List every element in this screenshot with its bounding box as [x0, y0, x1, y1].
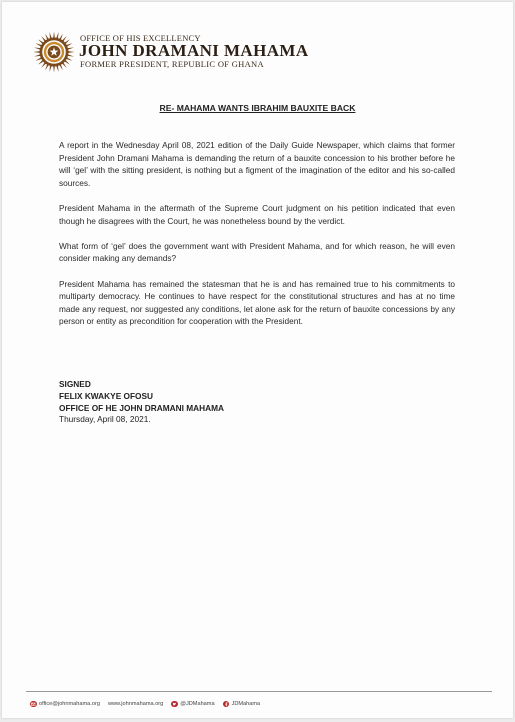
letterhead — [32, 28, 332, 78]
seal-ray — [34, 51, 41, 53]
statement-body — [59, 139, 455, 341]
footer-twitter-text: @JDMahama — [180, 701, 215, 707]
letterhead-subtitle: FORMER PRESIDENT, REPUBLIC OF GHANA — [80, 59, 264, 69]
twitter-icon — [171, 701, 178, 708]
document-page — [2, 2, 513, 718]
seal-ray — [53, 65, 55, 72]
footer-facebook-text: JDMahama — [231, 701, 261, 707]
seal-ray — [67, 51, 74, 53]
signed-label: SIGNED — [59, 379, 91, 389]
document-title: RE- MAHAMA WANTS IBRAHIM BAUXITE BACK — [159, 103, 356, 113]
footer-website-text: www.johnmahama.org — [107, 701, 164, 707]
paragraph: President Mahama has remained the statesman that he is and has remained true to his commitments to multiparty democracy. He continues to have respect for the constitutional structures and has at no time made any request, nor suggested any conditions, let alone ask for the return of bauxite concessions by any person or entity as precondition for cooperation with the President. — [59, 278, 455, 327]
letterhead-office: OFFICE OF HIS EXCELLENCY — [80, 33, 201, 43]
paragraph: What form of ‘gel’ does the government want with President Mahama, and for which reason, he will even consider making any demands? — [59, 240, 455, 264]
signature-block — [59, 379, 224, 426]
paragraph: President Mahama in the aftermath of the Supreme Court judgment on his petition indicated that even though he disagrees with the Court, he was nonetheless bound by the verdict. — [59, 202, 455, 226]
facebook-icon — [223, 701, 230, 708]
statement-date: Thursday, April 08, 2021. — [59, 414, 151, 425]
signatory-office: OFFICE OF HE JOHN DRAMANI MAHAMA — [59, 402, 225, 413]
email-icon — [30, 701, 37, 708]
footer-email-text: office@johnmahama.org — [39, 701, 100, 707]
footer-twitter[interactable] — [171, 701, 214, 708]
signatory-name: FELIX KWAKYE OFOSU — [59, 390, 154, 401]
paragraph: A report in the Wednesday April 08, 2021 edition of the Daily Guide Newspaper, which claims that former President John Dramani Mahama is demanding the return of a bauxite concession to his brother before he will ‘gel’ with the sitting president, is nothing but a figment of the imagination of the editor and his so-called sources. — [59, 140, 455, 188]
footer-contacts — [30, 699, 268, 709]
seal-ray — [53, 32, 55, 39]
footer-website[interactable] — [108, 701, 163, 707]
ghana-seal-icon — [32, 30, 76, 74]
footer-facebook[interactable] — [223, 701, 261, 708]
footer-divider — [26, 691, 492, 692]
footer-email[interactable] — [30, 701, 100, 708]
letterhead-name: JOHN DRAMANI MAHAMA — [79, 41, 309, 60]
